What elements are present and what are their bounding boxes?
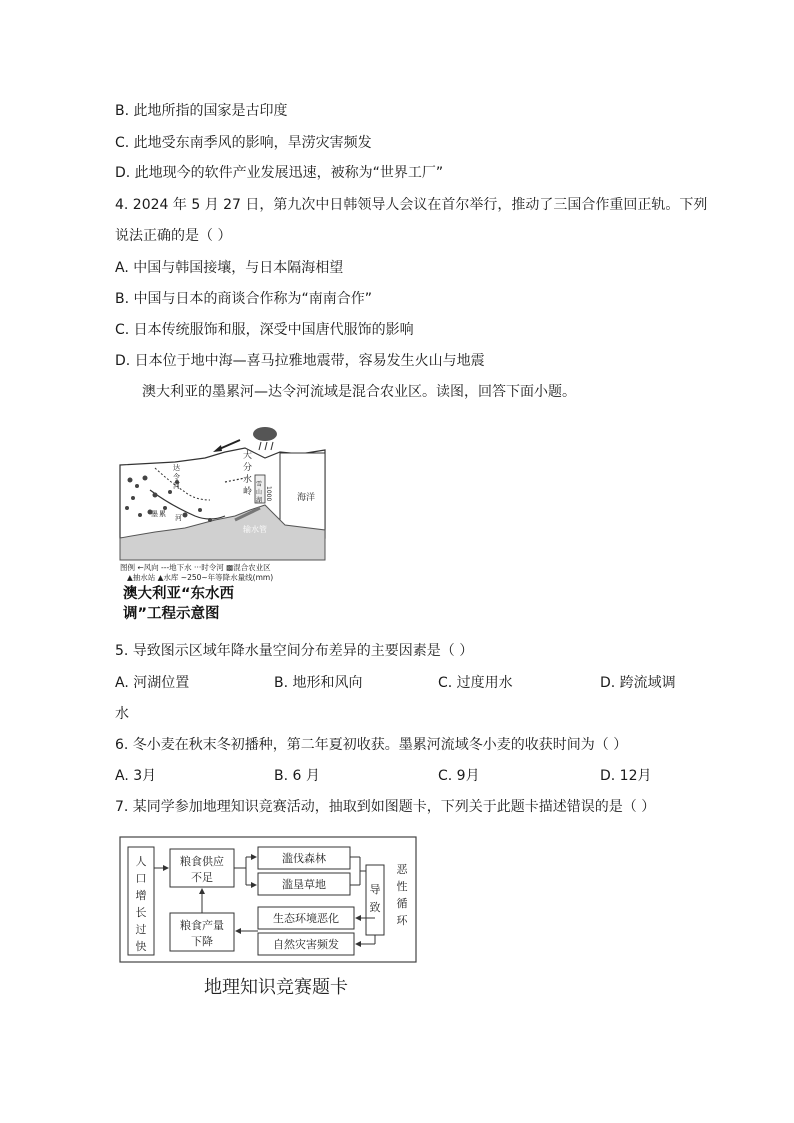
pop-char-5: 过 (135, 923, 147, 936)
legend-line2: ▲抽水站 ▲水库 ~250~年等降水量线(mm) (127, 573, 274, 582)
figure1-caption-line1: 澳大利亚“东水西 (123, 586, 235, 602)
divide-label-4: 岭 (243, 487, 253, 497)
pop-char-3: 增 (135, 889, 147, 902)
pop-char-6: 快 (135, 940, 147, 953)
q3-option-c: C. 此地受东南季风的影响，旱涝灾害频发 (115, 135, 372, 151)
snowy-label-1: 雪 (256, 481, 263, 488)
q5-option-a: A. 河湖位置 (115, 675, 190, 691)
divide-label-2: 分 (243, 463, 253, 473)
q6-stem: 6. 冬小麦在秋末冬初播种，第二年夏初收获。墨累河流域冬小麦的收获时间为（ ） (115, 737, 628, 753)
figure1-caption-line2: 调”工程示意图 (123, 606, 220, 622)
q6-option-d: D. 12月 (600, 768, 652, 784)
quiz-card-figure (118, 835, 420, 1000)
pop-char-4: 长 (135, 906, 147, 919)
divide-label-1: 大 (243, 451, 253, 461)
q4-option-c: C. 日本传统服饰和服，深受中国唐代服饰的影响 (115, 322, 414, 338)
env-worsen-label: 生态环境恶化 (273, 912, 339, 925)
lead-char-2: 致 (369, 901, 381, 914)
q4-option-b: B. 中国与日本的商谈合作称为“南南合作” (115, 291, 373, 307)
q4-option-d: D. 日本位于地中海—喜马拉雅地震带，容易发生火山与地震 (115, 353, 485, 369)
snowy-label-3: 湖 (256, 497, 263, 504)
q6-option-a: A. 3月 (115, 768, 157, 784)
q5-option-d-wrap: 水 (115, 706, 129, 722)
cloud-icon (253, 427, 277, 441)
australia-water-transfer-figure (115, 420, 340, 625)
legend-line1: 图例 ←风向 ---地下水 ···时令河 ▩混合农业区 (120, 563, 271, 572)
darling-label-2: 令 (173, 473, 180, 481)
q3-option-d: D. 此地现今的软件产业发展迅速，被称为“世界工厂” (115, 165, 444, 181)
murray-label-1: 墨 (151, 510, 158, 518)
q6-option-b: B. 6 月 (274, 768, 320, 784)
murray-label-2: 累 (159, 510, 166, 518)
q4-option-a: A. 中国与韩国接壤，与日本隔海相望 (115, 260, 344, 276)
q7-stem: 7. 某同学参加地理知识竞赛活动，抽取到如图题卡，下列关于此题卡描述错误的是（ ） (115, 799, 656, 815)
disaster-label: 自然灾害频发 (273, 938, 339, 951)
vicious-char-3: 循 (396, 897, 408, 910)
murray-label-3: 河 (175, 514, 182, 522)
vicious-char-4: 环 (396, 914, 408, 927)
ocean-label: 海洋 (297, 493, 316, 503)
q4-stem-line2: 说法正确的是（ ） (115, 228, 232, 244)
pop-char-1: 人 (135, 855, 147, 868)
darling-label-1: 达 (173, 464, 180, 472)
q5-option-d: D. 跨流域调 (600, 675, 676, 691)
isohyet-label: 1000 (265, 486, 272, 502)
pop-char-2: 口 (135, 872, 147, 885)
passage-intro: 澳大利亚的墨累河—达令河流域是混合农业区。读图，回答下面小题。 (142, 384, 576, 400)
snowy-label-2: 山 (256, 489, 263, 496)
q5-stem: 5. 导致图示区域年降水量空间分布差异的主要因素是（ ） (115, 643, 474, 659)
vicious-char-1: 恶 (396, 863, 408, 876)
overgraze-label: 滥垦草地 (282, 878, 326, 891)
vicious-char-2: 性 (396, 880, 408, 893)
food-shortage-line1: 粮食供应 (180, 855, 224, 868)
divide-label-3: 水 (243, 475, 253, 485)
tunnel-label: 输水管 (243, 525, 267, 534)
food-shortage-line2: 不足 (191, 871, 213, 884)
quiz-card-caption: 地理知识竞赛题卡 (204, 977, 348, 998)
darling-label-3: 河 (173, 482, 180, 490)
yield-drop-line2: 下降 (191, 935, 213, 948)
q4-stem-line1: 4. 2024 年 5 月 27 日，第九次中日韩领导人会议在首尔举行，推动了三国合作重回正轨。下列 (115, 197, 708, 213)
deforest-label: 滥伐森林 (282, 852, 326, 865)
q5-option-b: B. 地形和风向 (274, 675, 363, 691)
q5-option-c: C. 过度用水 (438, 675, 513, 691)
q3-option-b: B. 此地所指的国家是古印度 (115, 103, 288, 119)
yield-drop-line1: 粮食产量 (180, 919, 224, 932)
lead-char-1: 导 (369, 883, 381, 896)
q6-option-c: C. 9月 (438, 768, 480, 784)
